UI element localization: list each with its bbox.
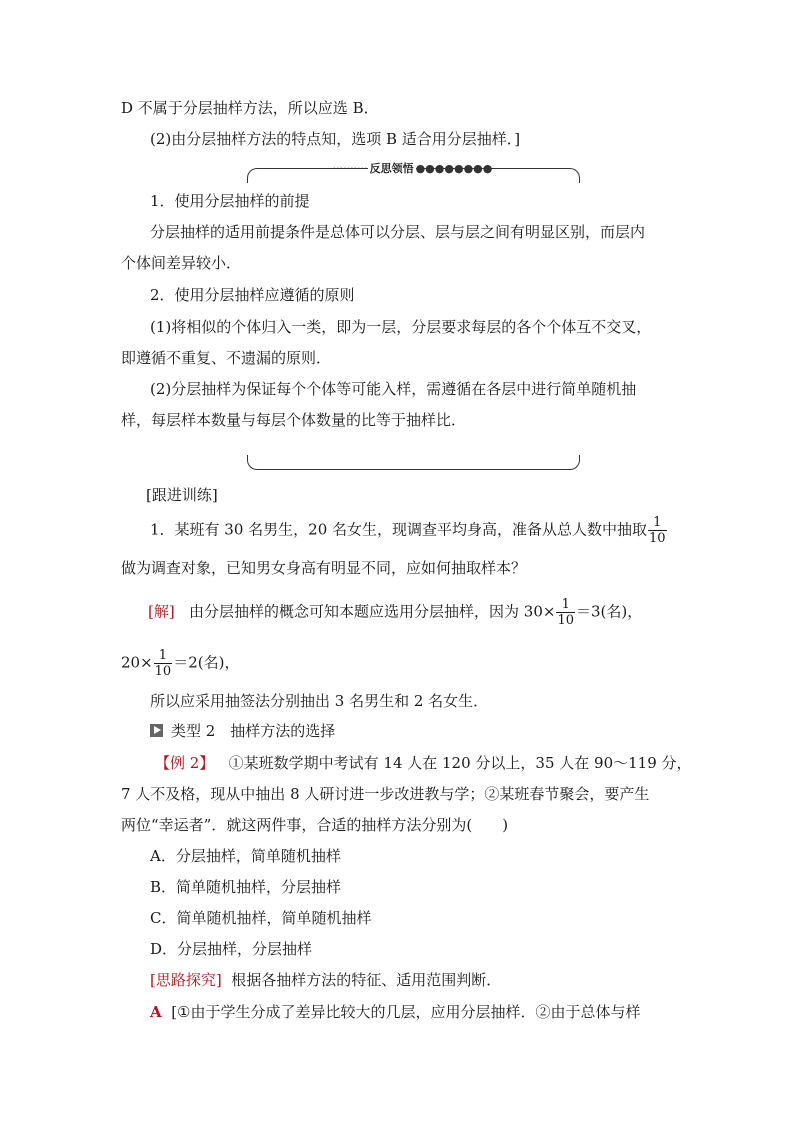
reflection-box-bottom-border [247,455,580,470]
solution-line [148,597,708,628]
section-label: [跟进训练] [146,486,218,504]
text-line: (2)由分层抽样方法的特点知，选项 B 适合用分层抽样．] [150,130,521,148]
question-text: 1．某班有 30 名男生，20 名女生，现调查平均身高，准备从总人数中抽取 [150,520,648,539]
option-a: A．分层抽样，简单随机抽样 [150,847,341,865]
fraction [648,515,667,546]
solution-text: 20× [121,653,153,672]
dots-decoration: ·········· [332,162,368,175]
example-line [155,752,715,774]
option-d: D．分层抽样，分层抽样 [150,940,313,958]
fraction-denominator: 10 [649,531,666,546]
fraction-numerator: 1 [556,597,575,613]
type-heading-text: 类型 2 抽样方法的选择 [171,722,336,740]
text-line: 1．使用分层抽样的前提 [150,192,310,210]
option-b: B．简单随机抽样，分层抽样 [150,878,342,896]
solution-line [121,648,681,679]
text-line: 两位“幸运者”．就这两件事，合适的抽样方法分别为( ) [121,816,509,834]
fraction [154,648,173,679]
fraction-numerator: 1 [648,515,667,531]
example-label: 【例 2】 [155,754,215,772]
example-text: ①某班数学期中考试有 14 人在 120 分以上，35 人在 90～119 分， [228,754,692,772]
text-line: 个体间差异较小． [121,254,242,272]
reflection-title-label: 反思领悟 [369,162,414,175]
explore-text: 根据各抽样方法的特征、适用范围判断． [231,971,502,989]
text-line: 样，每层样本数量与每层个体数量的比等于抽样比． [121,411,467,429]
dots-decoration: ●●●●●●●● [415,162,493,175]
text-line: 分层抽样的适用前提条件是总体可以分层、层与层之间有明显区别，而层内 [150,223,646,241]
explore-line [150,969,710,991]
solution-result: ＝2(名)， [173,653,240,672]
type-heading [150,720,710,742]
fraction-denominator: 10 [154,664,172,679]
answer-line [150,1001,710,1023]
answer-text: [①由于学生分成了差异比较大的几层，应用分层抽样．②由于总体与样 [171,1003,641,1021]
text-line: 7 人不及格，现从中抽出 8 人研讨进一步改进教与学；②某班春节聚会，要产生 [121,785,650,803]
text-line: 2．使用分层抽样应遵循的原则 [150,286,355,304]
solution-label: [解] [148,602,175,621]
fraction-denominator: 10 [557,613,575,628]
text-line: 即遵循不重复、不遗漏的原则． [121,349,332,367]
question-line [150,515,710,546]
explore-label: [思路探究] [150,971,222,989]
option-c: C．简单随机抽样，简单随机抽样 [150,909,372,927]
fraction [556,597,575,628]
play-triangle-icon [150,724,163,737]
text-line: D 不属于分层抽样方法，所以应选 B． [121,99,379,117]
solution-result: ＝3(名)， [576,602,643,621]
answer-letter: A [150,1003,162,1021]
text-line: (2)分层抽样为保证每个个体等可能入样，需遵循在各层中进行简单随机抽 [150,380,637,398]
fraction-numerator: 1 [154,648,173,664]
text-line: (1)将相似的个体归入一类，即为一层，分层要求每层的各个个体互不交叉， [150,318,652,336]
solution-text: 由分层抽样的概念可知本题应选用分层抽样，因为 30× [189,602,556,621]
text-line: 做为调查对象，已知男女身高有明显不同，应如何抽取样本？ [121,559,527,577]
text-line: 所以应采用抽签法分别抽出 3 名男生和 2 名女生． [150,692,489,710]
reflection-title [247,160,578,176]
